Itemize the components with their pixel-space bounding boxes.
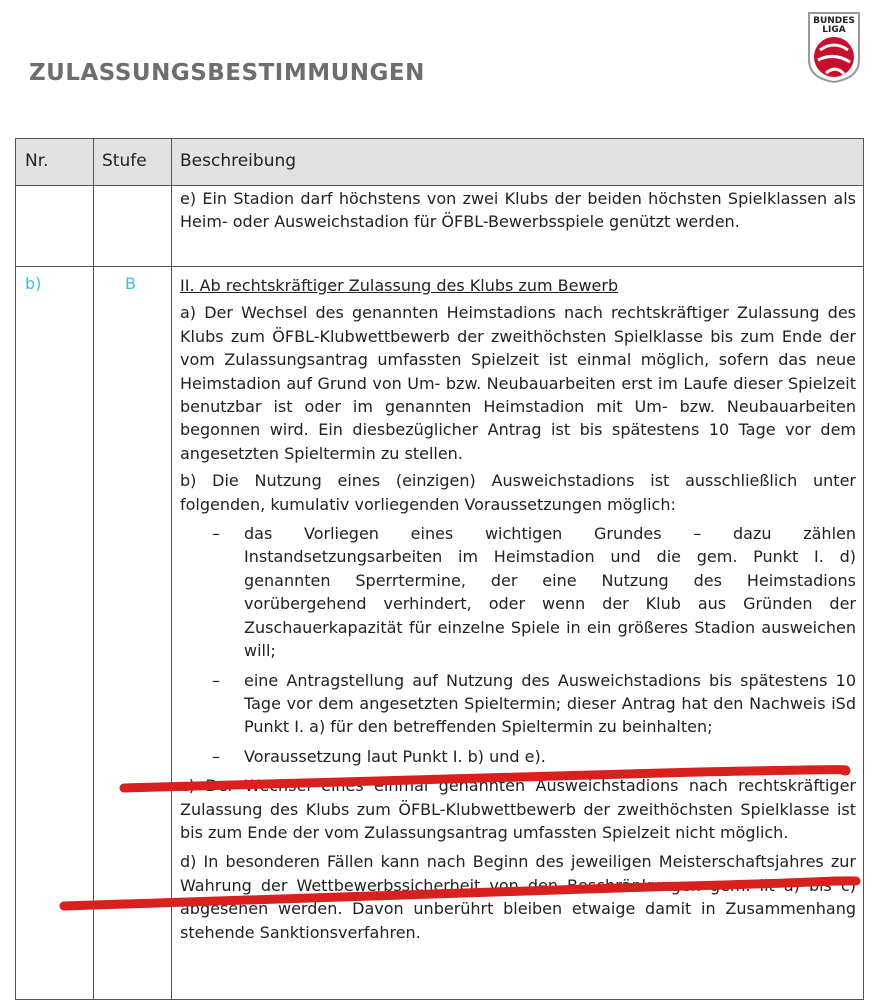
column-divider [93,139,94,999]
list-item [180,669,856,739]
bullet-text: Voraussetzung laut Punkt I. b) und e). [244,746,546,766]
svg-text:BUNDES: BUNDES [813,16,855,26]
list-item [180,745,856,768]
header-stufe: Stufe [102,151,147,171]
row2-description [180,274,856,944]
header-beschreibung: Beschreibung [180,151,297,171]
row-divider [16,266,863,267]
bullet-text: das Vorliegen eines wichtigen Grundes – dazu zählen Instandsetzungsarbeiten im Heimstadion und die gem. Punkt I. d) genannten Sperrtermine, der eine Nutzung des Heimstadions vorübergehend verhindert, oder wenn der Klub aus Gründen der Zuschauerkapazität für einzelne Spiele in ein größeres Stadion ausweichen will; [244,524,856,661]
section-heading: II. Ab rechtskräftiger Zulassung des Klubs zum Bewerb [180,276,619,295]
paragraph-d: d) In besonderen Fällen kann nach Beginn des jeweiligen Meisterschaftsjahres zur Wahrung der Wettbewerbssicherheit von den Beschränkungen gem. lit a) bis c) abgesehen werden. Davon unberührt bleiben etwaige damit in Zusammenhang stehende Sanktionsverfahren. [180,852,856,942]
row-divider [16,185,863,186]
paragraph-e: e) Ein Stadion darf höchstens von zwei Klubs der beiden höchsten Spielklassen als Heim- oder Ausweichstadion für ÖFBL-Bewerbsspiele genützt werden. [180,189,856,232]
column-divider [171,139,172,999]
row2-stufe: B [125,274,136,293]
bullet-dash: – [212,524,220,544]
bullet-dash: – [212,746,220,766]
row2-nr: b) [25,274,42,293]
svg-text:LIGA: LIGA [822,25,846,35]
paragraph-b: b) Die Nutzung eines (einzigen) Ausweichstadions ist ausschließlich unter folgenden, kumulativ vorliegenden Voraussetzungen möglich: [180,471,856,514]
bullet-text: eine Antragstellung auf Nutzung des Ausweichstadions bis spätestens 10 Tage vor dem angesetzten Spieltermin; dieser Antrag hat den Nachweis iSd Punkt I. a) für den betreffenden Spieltermin zu beinhalten; [244,670,856,737]
page-title: ZULASSUNGSBESTIMMUNGEN [29,60,425,86]
list-item [180,522,856,662]
row1-description [180,187,856,234]
paragraph-c: c) Der Wechsel eines einmal genannten Ausweichstadions nach rechtskräftiger Zulassung des Klubs zum ÖFBL-Klubwettbewerb der zweithöchsten Spielklasse ist bis zum Ende der vom Zulassungsantrag umfassten Spielzeit nicht möglich. [180,776,856,842]
paragraph-a: a) Der Wechsel des genannten Heimstadions nach rechtskräftiger Zulassung des Klubs zum ÖFBL-Klubwettbewerb der zweithöchsten Spielklasse bis zum Ende der vom Zulassungsantrag umfassten Spielzeit ist einmal möglich, sofern das neue Heimstadion auf Grund von Um- bzw. Neubauarbeiten erst im Laufe dieser Spielzeit benutzbar ist oder im genannten Heimstadion mit Um- bzw. Neubauarbeiten begonnen wird. Ein diesbezüglicher Antrag ist bis spätestens 10 Tage vor dem angesetzten Spieltermin zu stellen. [180,303,856,463]
regulations-table [15,138,864,1000]
bundesliga-logo [806,10,862,84]
bullet-dash: – [212,670,220,690]
header-nr: Nr. [25,151,49,171]
